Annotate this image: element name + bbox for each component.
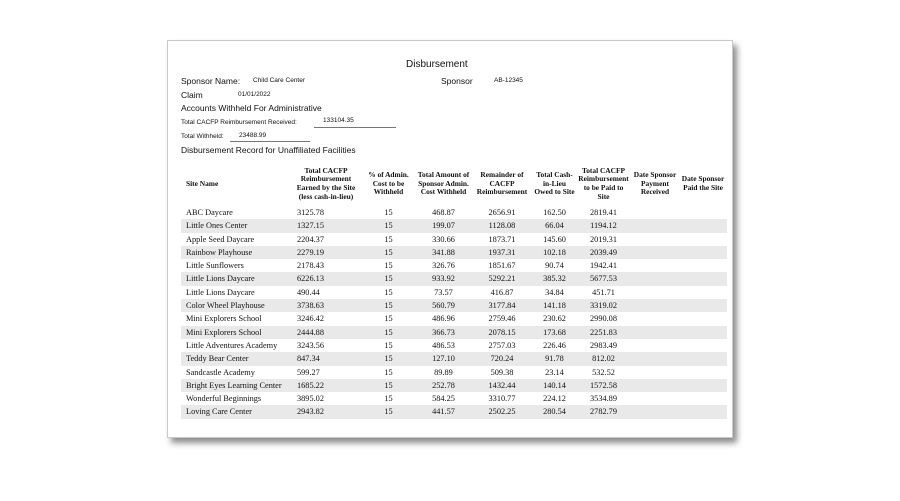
remainder-cell: 3310.77 <box>488 394 516 404</box>
col-header-admin-withheld: Total Amount of Sponsor Admin. Cost Withheld <box>417 170 470 197</box>
reimbursement-earned-cell: 1327.15 <box>291 219 361 232</box>
admin-percent-cell: 15 <box>361 299 416 312</box>
site-name-cell: Sandcastle Academy <box>186 367 255 377</box>
site-name-cell: Color Wheel Playhouse <box>181 299 291 312</box>
admin-percent-cell: 15 <box>384 261 393 271</box>
remainder-cell: 1937.31 <box>471 246 533 259</box>
paid-site-date-cell <box>679 219 727 232</box>
table-row <box>181 259 727 272</box>
payment-received-date-cell <box>631 366 679 379</box>
site-name-cell: ABC Daycare <box>186 208 233 217</box>
payment-received-date-cell <box>631 206 679 219</box>
remainder-cell: 2078.15 <box>471 326 533 339</box>
total-withheld-label: Total Withheld: <box>181 133 224 140</box>
site-name-cell: Little Lions Daycare <box>186 287 255 297</box>
withheld-underline <box>230 141 310 142</box>
admin-withheld-cell: 441.57 <box>416 405 471 418</box>
claim-label: Claim <box>181 90 203 100</box>
admin-withheld-heading: Accounts Withheld For Administrative <box>181 103 322 113</box>
site-name-cell: Mini Explorers School <box>181 326 291 339</box>
payment-received-date-cell <box>631 352 679 365</box>
cash-in-lieu-cell: 90.74 <box>545 261 564 271</box>
table-row <box>181 366 727 379</box>
admin-percent-cell: 15 <box>361 405 416 418</box>
remainder-cell: 1851.67 <box>488 261 516 271</box>
total-reimbursement-label: Total CACFP Reimbursement Received: <box>181 119 297 126</box>
cash-in-lieu-cell: 34.84 <box>545 287 564 297</box>
paid-to-site-cell: 1572.58 <box>576 379 631 392</box>
paid-site-date-cell <box>679 352 727 365</box>
paid-to-site-cell: 451.71 <box>592 287 615 297</box>
admin-percent-cell: 15 <box>384 208 393 217</box>
paid-site-date-cell <box>679 233 727 246</box>
remainder-cell: 3177.84 <box>471 299 533 312</box>
admin-withheld-cell: 486.96 <box>432 314 455 324</box>
paid-site-date-cell <box>679 379 727 392</box>
admin-withheld-cell: 252.78 <box>416 379 471 392</box>
admin-percent-cell: 15 <box>384 340 393 350</box>
admin-percent-cell: 15 <box>384 367 393 377</box>
cash-in-lieu-cell: 91.78 <box>533 352 576 365</box>
reimbursement-earned-cell: 2204.37 <box>297 234 324 244</box>
site-name-cell: Teddy Bear Center <box>181 352 291 365</box>
remainder-cell: 1128.08 <box>471 219 533 232</box>
admin-percent-cell: 15 <box>384 287 393 297</box>
cash-in-lieu-cell: 140.14 <box>533 379 576 392</box>
paid-site-date-cell <box>679 326 727 339</box>
site-name-cell: Loving Care Center <box>181 405 291 418</box>
reimbursement-earned-cell: 3895.02 <box>297 394 324 404</box>
admin-percent-cell: 15 <box>384 394 393 404</box>
payment-received-date-cell <box>631 233 679 246</box>
admin-withheld-cell: 341.88 <box>416 246 471 259</box>
claim-date-value: 01/01/2022 <box>238 91 271 98</box>
payment-received-date-cell <box>631 405 679 418</box>
sponsor-name-value: Child Care Center <box>253 77 306 84</box>
payment-received-date-cell <box>631 259 679 272</box>
reimbursement-earned-cell: 6226.13 <box>291 272 361 285</box>
paid-site-date-cell <box>679 259 727 272</box>
disbursement-table <box>181 162 727 419</box>
admin-percent-cell: 15 <box>384 234 393 244</box>
payment-received-date-cell <box>631 219 679 232</box>
paid-site-date-cell <box>679 405 727 418</box>
admin-withheld-cell: 486.53 <box>432 340 455 350</box>
admin-percent-cell: 15 <box>361 379 416 392</box>
col-header-cash-in-lieu: Total Cash-in-Lieu Owed to Site <box>534 170 575 197</box>
col-header-reimbursement-earned: Total CACFP Reimbursement Earned by the Site (less cash-in-lieu) <box>296 165 356 201</box>
reimbursement-earned-cell: 2444.88 <box>291 326 361 339</box>
sponsor-id-value: AB-12345 <box>494 77 523 84</box>
site-name-cell: Little Adventures Academy <box>186 340 278 350</box>
remainder-cell: 2656.91 <box>488 208 516 217</box>
payment-received-date-cell <box>631 392 679 405</box>
admin-withheld-cell: 199.07 <box>416 219 471 232</box>
table-row <box>181 339 727 352</box>
site-name-cell: Wonderful Beginnings <box>186 394 262 404</box>
paid-to-site-cell: 2039.49 <box>576 246 631 259</box>
site-name-cell: Little Lions Daycare <box>181 272 291 285</box>
payment-received-date-cell <box>631 379 679 392</box>
paid-to-site-cell: 2819.41 <box>590 208 617 217</box>
cash-in-lieu-cell: 141.18 <box>533 299 576 312</box>
remainder-cell: 416.87 <box>490 287 514 297</box>
payment-received-date-cell <box>631 339 679 352</box>
table-row <box>181 299 727 312</box>
paid-site-date-cell <box>679 286 727 299</box>
cash-in-lieu-cell: 230.62 <box>543 314 566 324</box>
admin-withheld-cell: 73.57 <box>434 287 453 297</box>
paid-to-site-cell: 2990.08 <box>590 314 617 324</box>
paid-site-date-cell <box>679 312 727 325</box>
reimbursement-earned-cell: 2279.19 <box>291 246 361 259</box>
site-name-cell: Mini Explorers School <box>186 314 262 324</box>
table-row <box>181 246 727 259</box>
remainder-cell: 1432.44 <box>471 379 533 392</box>
paid-to-site-cell: 1194.12 <box>576 219 631 232</box>
cash-in-lieu-cell: 23.14 <box>545 367 564 377</box>
payment-received-date-cell <box>631 246 679 259</box>
total-withheld-value: 23488.99 <box>239 132 267 139</box>
remainder-cell: 2759.46 <box>488 314 516 324</box>
remainder-cell: 720.24 <box>471 352 533 365</box>
cash-in-lieu-cell: 66.04 <box>533 219 576 232</box>
paid-to-site-cell: 3534.89 <box>590 394 617 404</box>
table-row <box>181 206 727 219</box>
sponsor-label: Sponsor <box>441 76 473 86</box>
admin-withheld-cell: 933.92 <box>416 272 471 285</box>
reimbursement-earned-cell: 2943.82 <box>291 405 361 418</box>
site-name-cell: Little Sunflowers <box>186 261 244 271</box>
paid-to-site-cell: 5677.53 <box>576 272 631 285</box>
admin-withheld-cell: 326.76 <box>432 261 455 271</box>
payment-received-date-cell <box>631 286 679 299</box>
admin-percent-cell: 15 <box>361 326 416 339</box>
site-name-cell: Bright Eyes Learning Center <box>181 379 291 392</box>
col-header-site-name: Site Name <box>186 178 219 188</box>
table-row <box>181 272 727 285</box>
remainder-cell: 2757.03 <box>488 340 516 350</box>
table-header-row <box>181 162 727 206</box>
reimbursement-earned-cell: 1685.22 <box>291 379 361 392</box>
cash-in-lieu-cell: 226.46 <box>543 340 566 350</box>
admin-percent-cell: 15 <box>361 246 416 259</box>
cash-in-lieu-cell: 280.54 <box>533 405 576 418</box>
reimbursement-earned-cell: 2178.43 <box>297 261 324 271</box>
admin-percent-cell: 15 <box>361 219 416 232</box>
paid-to-site-cell: 532.52 <box>592 367 615 377</box>
table-row <box>181 326 727 339</box>
payment-received-date-cell <box>631 326 679 339</box>
table-row <box>181 379 727 392</box>
table-row <box>181 405 727 418</box>
col-header-admin-percent: % of Admin. Cost to be Withheld <box>368 170 409 197</box>
admin-withheld-cell: 366.73 <box>416 326 471 339</box>
reimbursement-earned-cell: 3125.78 <box>297 208 324 217</box>
reimbursement-earned-cell: 847.34 <box>291 352 361 365</box>
remainder-cell: 1873.71 <box>488 234 516 244</box>
remainder-cell: 2502.25 <box>471 405 533 418</box>
reimbursement-earned-cell: 3243.56 <box>297 340 324 350</box>
paid-site-date-cell <box>679 272 727 285</box>
paid-site-date-cell <box>679 339 727 352</box>
admin-withheld-cell: 127.10 <box>416 352 471 365</box>
payment-received-date-cell <box>631 299 679 312</box>
paid-site-date-cell <box>679 299 727 312</box>
table-row <box>181 352 727 365</box>
admin-withheld-cell: 330.66 <box>432 234 455 244</box>
reimbursement-earned-cell: 3246.42 <box>297 314 324 324</box>
col-header-paid-to-site: Total CACFP Reimbursement to be Paid to Site <box>578 165 629 201</box>
total-reimbursement-value: 133104.35 <box>323 117 354 124</box>
paid-to-site-cell: 2782.79 <box>576 405 631 418</box>
payment-received-date-cell <box>631 312 679 325</box>
site-name-cell: Little Ones Center <box>181 219 291 232</box>
reimbursement-earned-cell: 3738.63 <box>291 299 361 312</box>
paid-site-date-cell <box>679 366 727 379</box>
paid-to-site-cell: 3319.02 <box>576 299 631 312</box>
reimbursement-earned-cell: 490.44 <box>297 287 320 297</box>
remainder-cell: 509.38 <box>490 367 514 377</box>
col-header-payment-received-date: Date Sponsor Payment Received <box>633 170 677 197</box>
payment-received-date-cell <box>631 272 679 285</box>
admin-withheld-cell: 584.25 <box>432 394 455 404</box>
cash-in-lieu-cell: 173.68 <box>533 326 576 339</box>
cash-in-lieu-cell: 162.50 <box>543 208 566 217</box>
admin-withheld-cell: 560.79 <box>416 299 471 312</box>
admin-percent-cell: 15 <box>361 272 416 285</box>
paid-to-site-cell: 2983.49 <box>590 340 617 350</box>
paid-to-site-cell: 2251.83 <box>576 326 631 339</box>
paid-site-date-cell <box>679 246 727 259</box>
site-name-cell: Apple Seed Daycare <box>186 234 255 244</box>
paid-to-site-cell: 812.02 <box>576 352 631 365</box>
document-title: Disbursement <box>406 59 468 70</box>
cash-in-lieu-cell: 102.18 <box>533 246 576 259</box>
admin-withheld-cell: 468.87 <box>432 208 455 217</box>
col-header-remainder: Remainder of CACFP Reimbursement <box>476 170 528 197</box>
admin-percent-cell: 15 <box>384 314 393 324</box>
admin-percent-cell: 15 <box>361 352 416 365</box>
sponsor-name-label: Sponsor Name: <box>181 76 241 86</box>
table-row <box>181 392 727 405</box>
admin-withheld-cell: 89.89 <box>434 367 453 377</box>
paid-site-date-cell <box>679 392 727 405</box>
cash-in-lieu-cell: 145.60 <box>543 234 566 244</box>
paid-site-date-cell <box>679 206 727 219</box>
col-header-paid-site-date: Date Sponsor Paid the Site <box>681 174 725 192</box>
remainder-cell: 5292.21 <box>471 272 533 285</box>
disbursement-document <box>167 40 733 438</box>
paid-to-site-cell: 2019.31 <box>590 234 617 244</box>
reimbursement-earned-cell: 599.27 <box>297 367 320 377</box>
cash-in-lieu-cell: 385.32 <box>533 272 576 285</box>
disbursement-record-heading: Disbursement Record for Unaffiliated Facilities <box>181 145 356 155</box>
table-row <box>181 312 727 325</box>
table-row <box>181 233 727 246</box>
site-name-cell: Rainbow Playhouse <box>181 246 291 259</box>
table-row <box>181 286 727 299</box>
table-row <box>181 219 727 232</box>
reimbursement-underline <box>314 127 396 128</box>
cash-in-lieu-cell: 224.12 <box>543 394 566 404</box>
paid-to-site-cell: 1942.41 <box>590 261 617 271</box>
